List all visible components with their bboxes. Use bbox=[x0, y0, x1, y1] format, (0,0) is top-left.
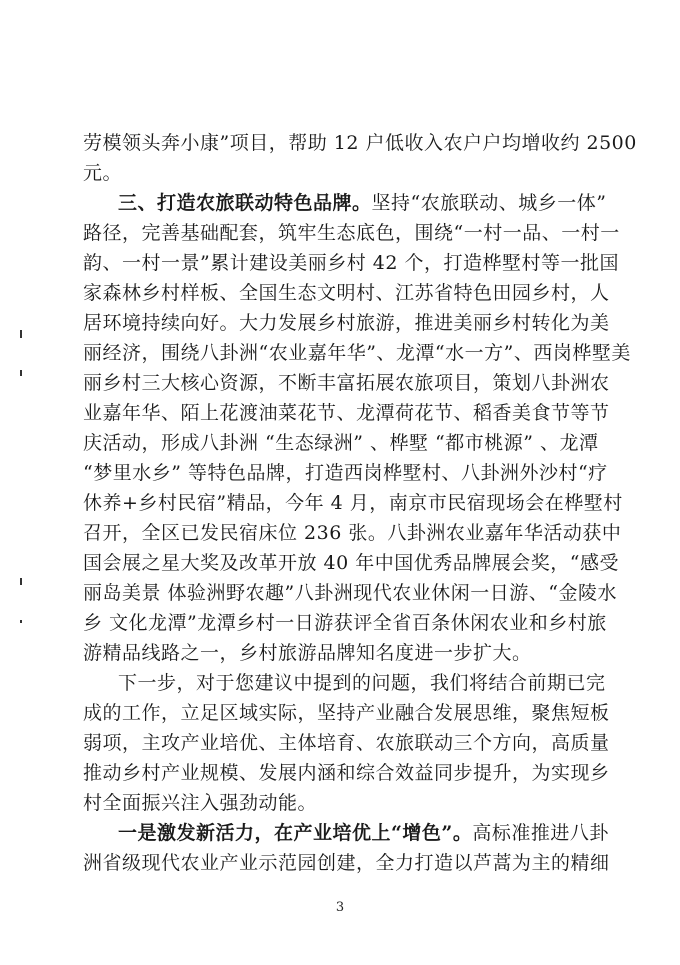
text-line: 家森林乡村样板、全国生态文明村、江苏省特色田园乡村，人 bbox=[83, 282, 610, 304]
text-line: 成的工作，立足区域实际，坚持产业融合发展思维，聚焦短板 bbox=[83, 702, 610, 724]
text-line: 国会展之星大奖及改革开放 40 年中国优秀品牌展会奖，“感受 bbox=[83, 552, 619, 574]
text-line: 游精品线路之一，乡村旅游品牌知名度进一步扩大。 bbox=[83, 642, 532, 664]
text-line: 庆活动，形成八卦洲 “生态绿洲” 、桦墅 “都市桃源” 、龙潭 bbox=[83, 432, 599, 454]
text-line: 休养+乡村民宿”精品，今年 4 月，南京市民宿现场会在桦墅村 bbox=[83, 492, 623, 514]
text-span: 高标准推进八卦 bbox=[472, 822, 609, 844]
text-line: 下一步，对于您建议中提到的问题，我们将结合前期已完 bbox=[118, 672, 606, 694]
text-line: 推动乡村产业规模、发展内涵和综合效益同步提升，为实现乡 bbox=[83, 762, 610, 784]
scan-mark bbox=[20, 620, 22, 623]
section-heading: 三、打造农旅联动特色品牌。 bbox=[118, 192, 372, 214]
scan-mark bbox=[20, 330, 22, 338]
text-line: 丽乡村三大核心资源，不断丰富拓展农旅项目，策划八卦洲农 bbox=[83, 372, 610, 394]
text-line: 村全面振兴注入强劲动能。 bbox=[83, 792, 318, 814]
scan-mark bbox=[20, 370, 22, 376]
text-line: 乡 文化龙潭”龙潭乡村一日游获评全省百条休闲农业和乡村旅 bbox=[83, 612, 607, 634]
text-line: 丽经济，围绕八卦洲“农业嘉年华”、龙潭“水一方”、西岗桦墅美 bbox=[83, 342, 631, 364]
text-line: 韵、一村一景”累计建设美丽乡村 42 个，打造桦墅村等一批国 bbox=[83, 252, 619, 274]
section-heading: 一是激发新活力，在产业培优上“增色”。 bbox=[118, 822, 473, 844]
text-line: 元。 bbox=[83, 162, 123, 184]
section-paragraph-1 bbox=[118, 818, 613, 848]
text-line: 弱项，主攻产业培优、主体培育、农旅联动三个方向，高质量 bbox=[83, 732, 610, 754]
text-line: “梦里水乡” 等特色品牌，打造西岗桦墅村、八卦洲外沙村“疗 bbox=[83, 462, 608, 484]
text-line: 召开，全区已发民宿床位 236 张。八卦洲农业嘉年华活动获中 bbox=[83, 522, 622, 544]
text-line: 洲省级现代农业产业示范园创建，全力打造以芦蒿为主的精细 bbox=[83, 852, 610, 874]
text-line: 劳模领头奔小康”项目，帮助 12 户低收入农户户均增收约 2500 bbox=[83, 132, 637, 154]
text-line: 业嘉年华、陌上花渡油菜花节、龙潭荷花节、稻香美食节等节 bbox=[83, 402, 610, 424]
page-number: 3 bbox=[335, 900, 345, 915]
text-span: 坚持“农旅联动、城乡一体” bbox=[371, 192, 607, 214]
text-line: 居环境持续向好。大力发展乡村旅游，推进美丽乡村转化为美 bbox=[83, 312, 610, 334]
text-line: 丽岛美景 体验洲野农趣”八卦洲现代农业休闲一日游、“金陵水 bbox=[83, 582, 617, 604]
section-paragraph-3 bbox=[118, 188, 613, 218]
scan-mark bbox=[20, 578, 22, 585]
text-line: 路径，完善基础配套，筑牢生态底色，围绕“一村一品、一村一 bbox=[83, 222, 620, 244]
